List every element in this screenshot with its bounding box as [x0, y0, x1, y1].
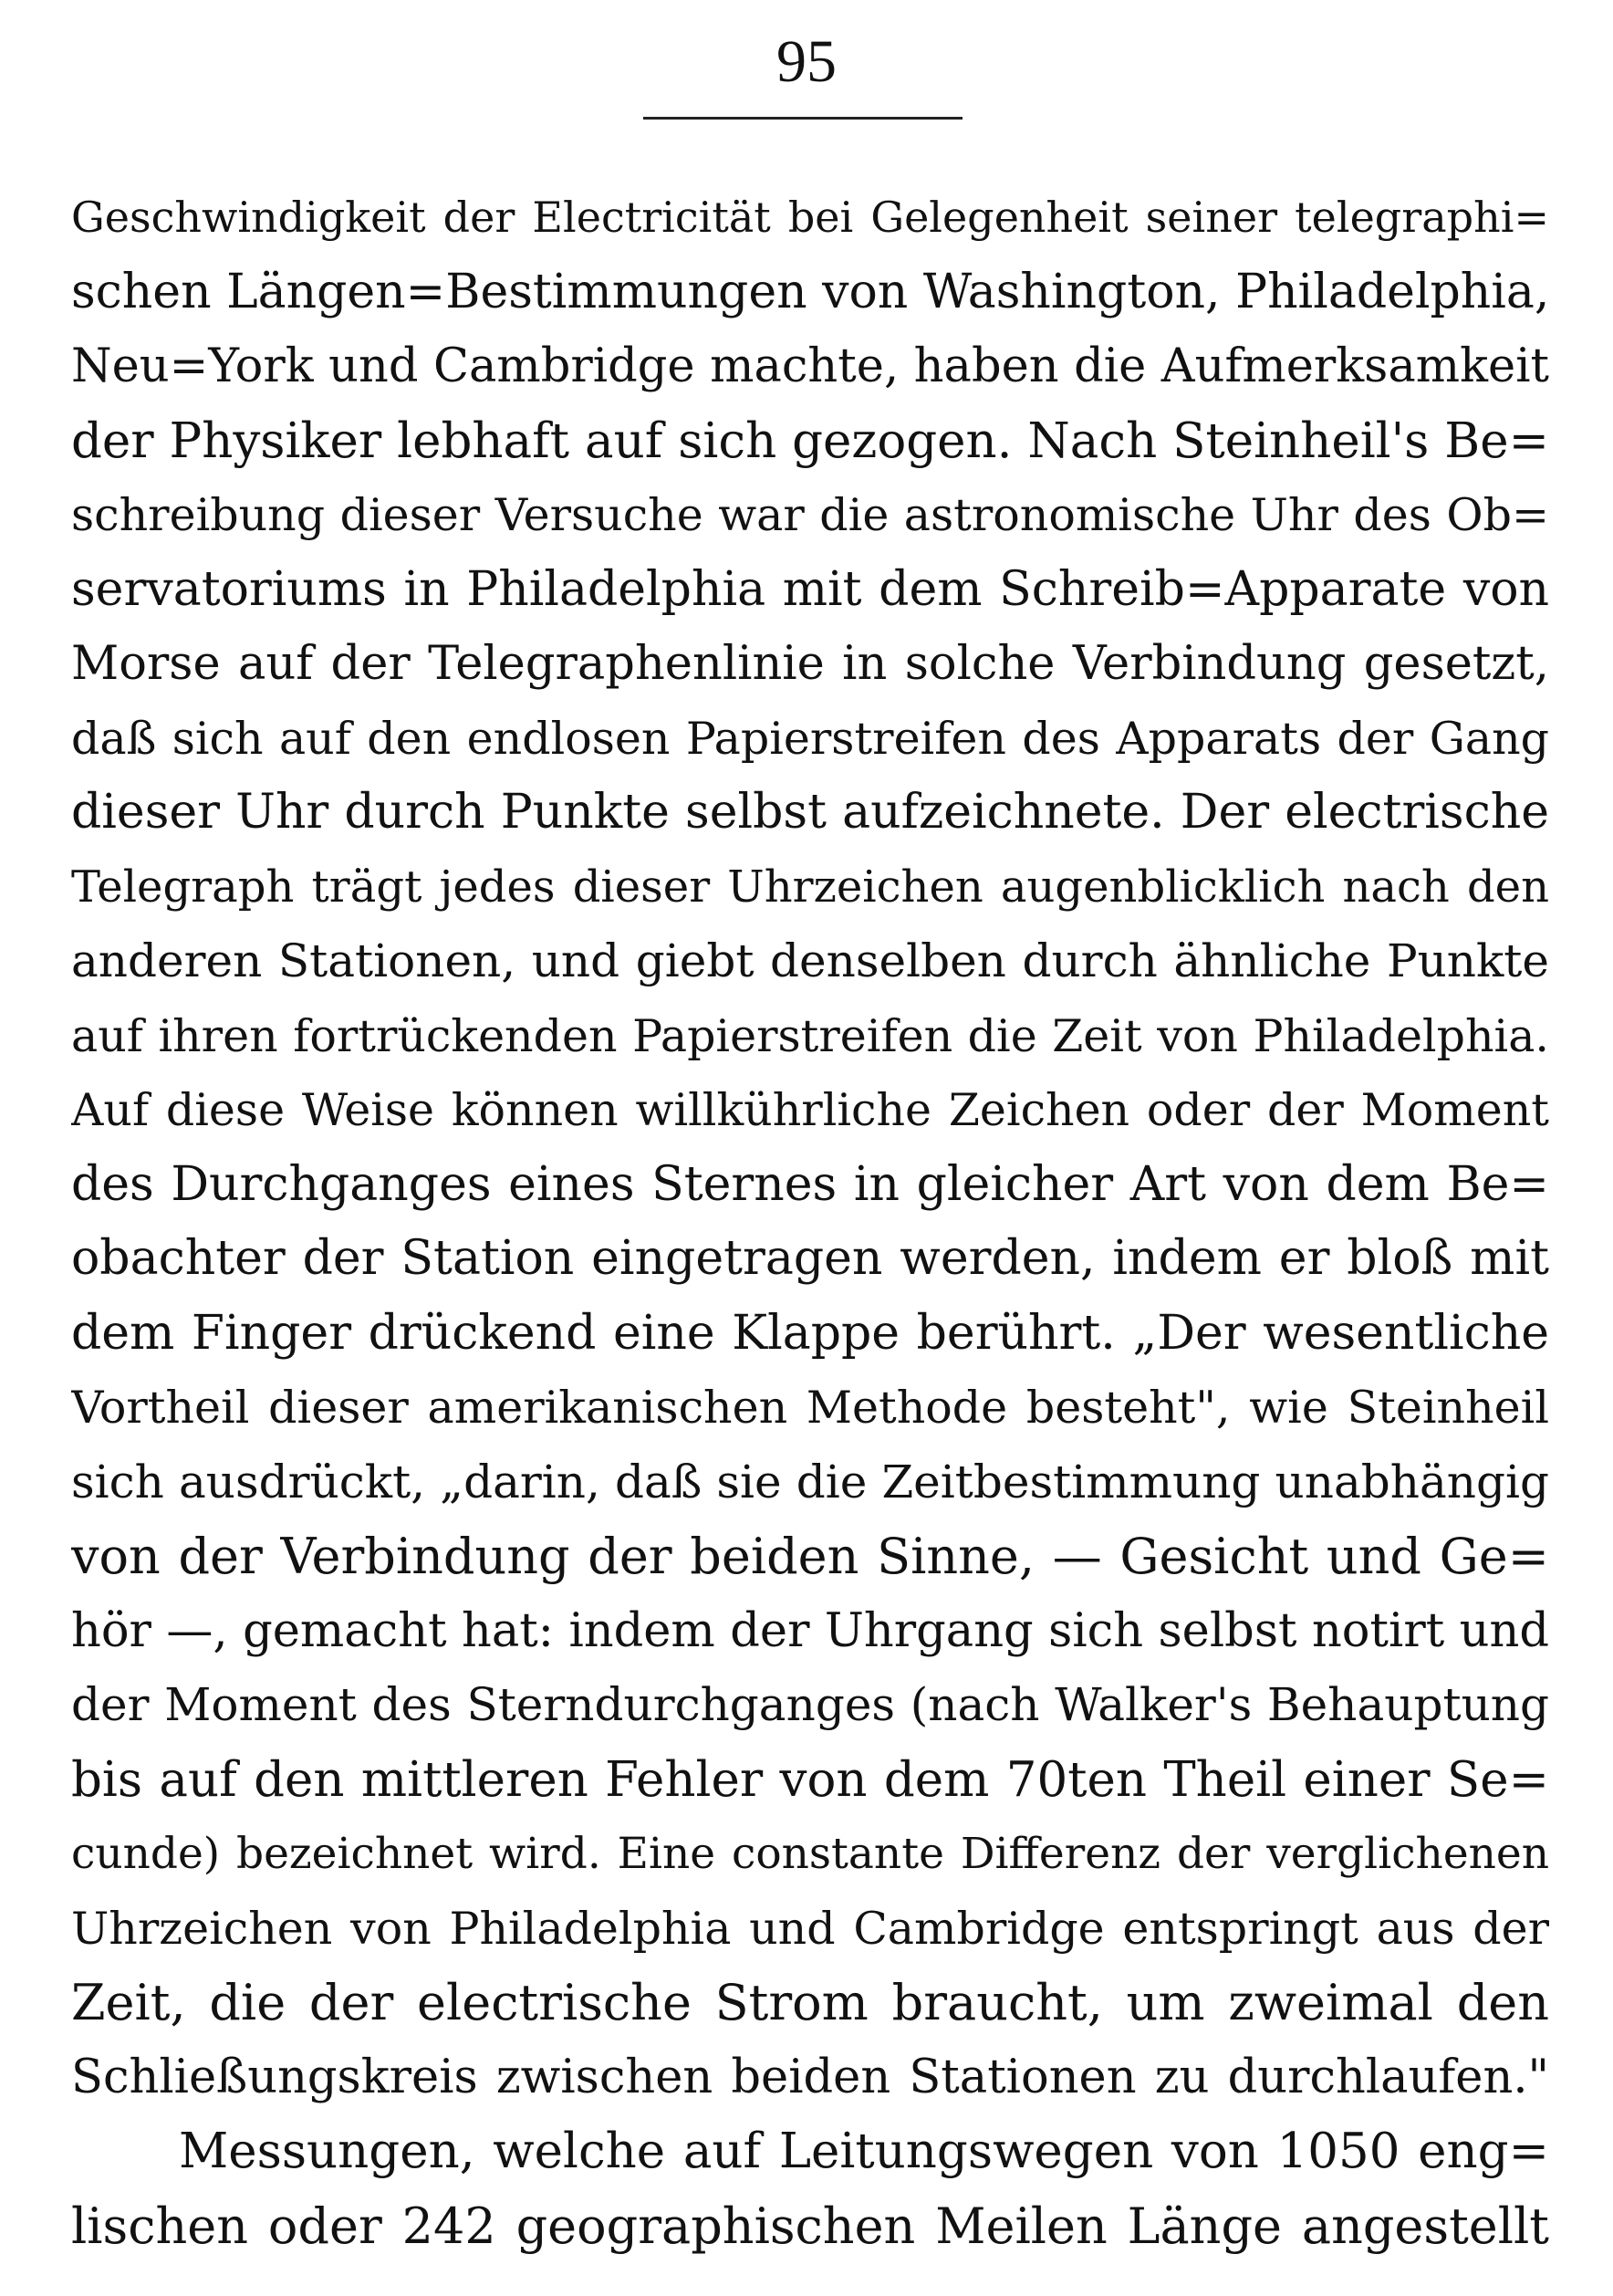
text-line: Telegraph trägt jedes dieser Uhrzeichen augenblicklich nach den — [71, 861, 1549, 913]
text-line: dieser Uhr durch Punkte selbst aufzeichnete. Der electrische — [71, 785, 1549, 840]
text-line: schen Längen=Bestimmungen von Washington, Philadelphia, — [71, 264, 1549, 319]
text-line: von der Verbindung der beiden Sinne, — Gesicht und Ge= — [71, 1528, 1549, 1585]
text-line: Morse auf der Telegraphenlinie in solche Verbindung gesetzt, — [71, 637, 1549, 691]
text-line: der Physiker lebhaft auf sich gezogen. Nach Steinheil's Be= — [71, 412, 1549, 469]
text-line: Schließungskreis zwischen beiden Stationen zu durchlaufen." — [71, 2050, 1549, 2104]
text-line: daß sich auf den endlosen Papierstreifen des Apparats der Gang — [71, 712, 1549, 765]
text-line: Auf diese Weise können willkührliche Zeichen oder der Moment — [71, 1084, 1549, 1136]
header-rule — [643, 117, 963, 120]
text-line: lischen oder 242 geographischen Meilen Länge angestellt — [71, 2197, 1549, 2255]
text-line: des Durchganges eines Sternes in gleicher Art von dem Be= — [71, 1156, 1549, 1212]
text-line: obachter der Station eingetragen werden, indem er bloß mit — [71, 1231, 1549, 1286]
text-line: schreibung dieser Versuche war die astronomische Uhr des Ob= — [71, 489, 1549, 541]
text-line: dem Finger drückend eine Klappe berührt. „Der wesentliche — [71, 1305, 1549, 1361]
text-line: servatoriums in Philadelphia mit dem Schreib=Apparate von — [71, 561, 1549, 617]
body-text — [71, 181, 1549, 2263]
text-line: der Moment des Sterndurchganges (nach Walker's Behauptung — [71, 1678, 1549, 1731]
text-line: cunde) bezeichnet wird. Eine constante Differenz der verglichenen — [71, 1829, 1549, 1879]
page-number: 95 — [776, 28, 837, 95]
text-line: sich ausdrückt, „darin, daß sie die Zeitbestimmung unabhängig — [71, 1455, 1549, 1508]
text-line: Geschwindigkeit der Electricität bei Gelegenheit seiner telegraphi= — [71, 193, 1549, 242]
text-line: Uhrzeichen von Philadelphia und Cambridge entspringt aus der — [71, 1902, 1549, 1955]
text-line: bis auf den mittleren Fehler von dem 70ten Theil einer Se= — [71, 1751, 1549, 1808]
text-line: Vortheil dieser amerikanischen Methode besteht", wie Steinheil — [71, 1382, 1549, 1434]
text-line: Zeit, die der electrische Strom braucht, um zweimal den — [71, 1974, 1549, 2031]
text-line: anderen Stationen, und giebt denselben durch ähnliche Punkte — [71, 934, 1549, 987]
text-line: Messungen, welche auf Leitungswegen von 1050 eng= — [179, 2124, 1549, 2179]
text-line: hör —, gemacht hat: indem der Uhrgang sich selbst notirt und — [71, 1603, 1549, 1658]
text-line: auf ihren fortrückenden Papierstreifen die Zeit von Philadelphia. — [71, 1009, 1549, 1062]
text-line: Neu=York und Cambridge machte, haben die Aufmerksamkeit — [71, 339, 1549, 393]
